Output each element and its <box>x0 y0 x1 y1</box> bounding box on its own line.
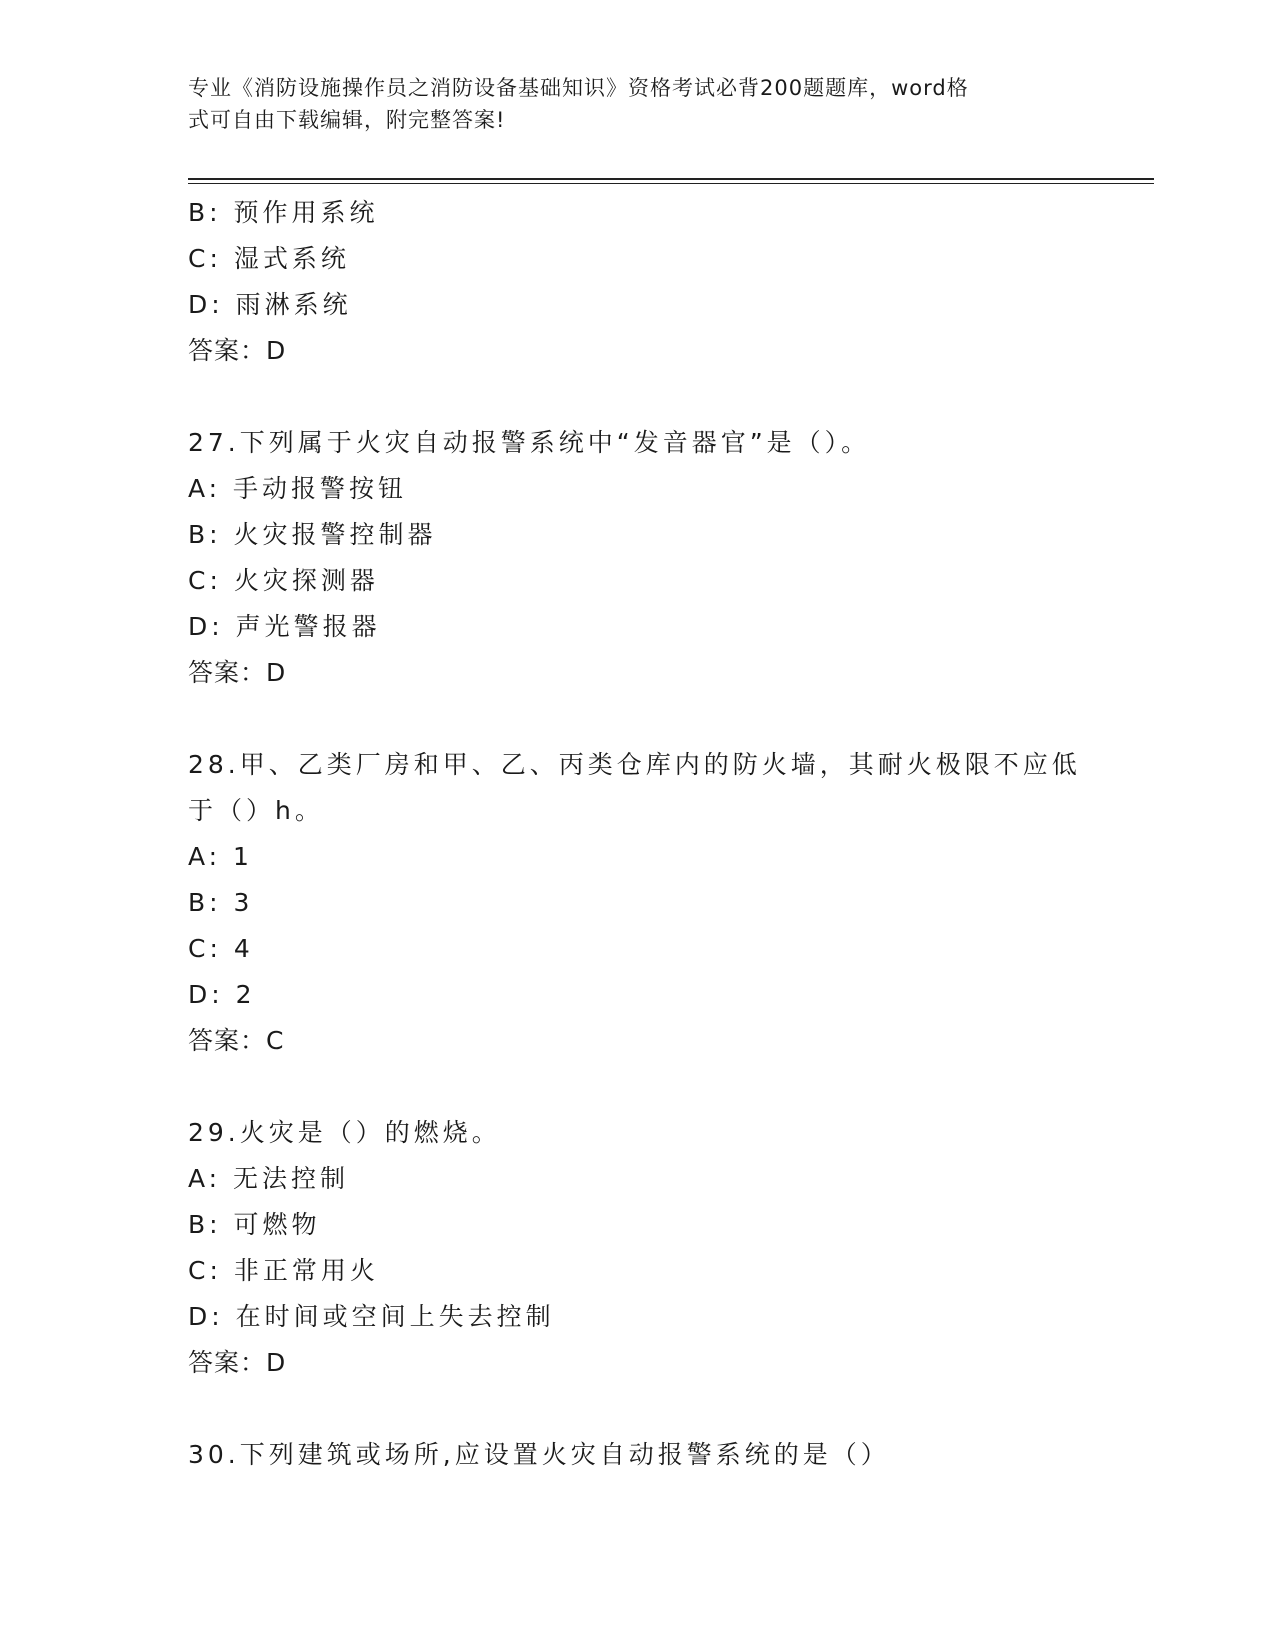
option-b: B: 火灾报警控制器 <box>188 520 437 549</box>
option-a: A: 手动报警按钮 <box>188 474 408 503</box>
option-d: D: 声光警报器 <box>188 612 381 641</box>
option-b: B: 可燃物 <box>188 1210 321 1239</box>
question-stem: 29.火灾是（）的燃烧。 <box>188 1118 501 1147</box>
option-c: C: 火灾探测器 <box>188 566 379 595</box>
spacer <box>188 1386 1088 1432</box>
question-stem-continued: 于（）h。 <box>188 796 324 825</box>
option-b: B: 预作用系统 <box>188 198 379 227</box>
answer-line: 答案：D <box>188 1348 287 1377</box>
option-c: C: 湿式系统 <box>188 244 350 273</box>
answer-line: 答案：D <box>188 658 287 687</box>
option-d: D: 2 <box>188 980 256 1009</box>
prev-question-block <box>188 190 1088 374</box>
option-c: C: 4 <box>188 934 254 963</box>
question-27 <box>188 420 1088 696</box>
question-content <box>188 190 1088 1478</box>
question-28 <box>188 742 1088 1064</box>
spacer <box>188 696 1088 742</box>
option-c: C: 非正常用火 <box>188 1256 379 1285</box>
page-header <box>188 72 1068 136</box>
spacer <box>188 1064 1088 1110</box>
question-stem: 30.下列建筑或场所,应设置火灾自动报警系统的是（） <box>188 1440 890 1469</box>
header-line-1: 专业《消防设施操作员之消防设备基础知识》资格考试必背200题题库，word格 <box>188 76 969 100</box>
option-d: D: 雨淋系统 <box>188 290 352 319</box>
question-stem: 27.下列属于火灾自动报警系统中“发音器官”是（）。 <box>188 428 871 457</box>
answer-line: 答案：D <box>188 336 287 365</box>
question-30 <box>188 1432 1088 1478</box>
header-divider-thick <box>188 178 1154 180</box>
option-a: A: 无法控制 <box>188 1164 350 1193</box>
question-29 <box>188 1110 1088 1386</box>
header-line-2: 式可自由下载编辑，附完整答案! <box>188 108 506 132</box>
option-b: B: 3 <box>188 888 254 917</box>
answer-line: 答案：C <box>188 1026 285 1055</box>
question-stem: 28.甲、乙类厂房和甲、乙、丙类仓库内的防火墙，其耐火极限不应低 <box>188 750 1081 779</box>
header-divider-thin <box>188 183 1154 184</box>
option-d: D: 在时间或空间上失去控制 <box>188 1302 555 1331</box>
option-a: A: 1 <box>188 842 253 871</box>
spacer <box>188 374 1088 420</box>
